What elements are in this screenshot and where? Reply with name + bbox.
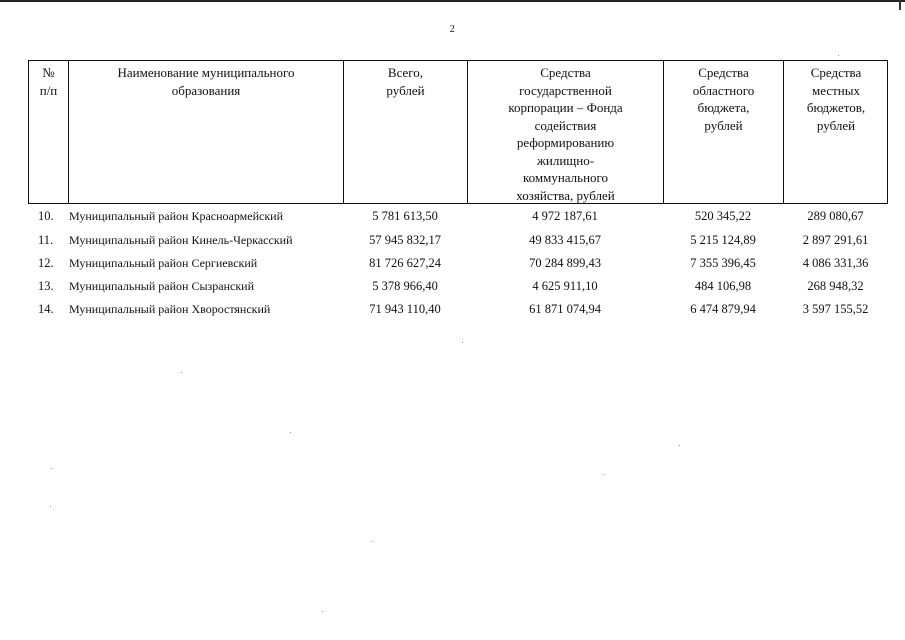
- regional-amount: 7 355 396,45: [690, 256, 756, 270]
- header-regional: Средства областного бюджета, рублей: [692, 65, 755, 133]
- scan-speck: [462, 342, 463, 343]
- fund-amount: 70 284 899,43: [529, 256, 601, 270]
- header-fund: Средства государственной корпорации – Фонда содействия реформированию жилищно- коммунального хозяйства, рублей: [508, 65, 623, 203]
- regional-amount: 484 106,98: [694, 279, 752, 293]
- fund-amount: 49 833 415,67: [529, 233, 601, 247]
- table-row: [0, 229, 905, 252]
- header-num: № п/п: [39, 65, 58, 98]
- municipality-name: Муниципальный район Сергиевский: [69, 256, 258, 270]
- scan-speck: [50, 506, 51, 507]
- page-number: 2: [449, 24, 456, 35]
- total-amount: 5 378 966,40: [372, 279, 438, 293]
- scan-speck: [181, 372, 182, 373]
- scan-speck: [322, 611, 323, 612]
- regional-amount: 5 215 124,89: [690, 233, 756, 247]
- table-row: [0, 205, 905, 228]
- municipality-name: Муниципальный район Красноармейский: [69, 209, 284, 223]
- municipality-name: Муниципальный район Кинель-Черкасский: [69, 233, 293, 247]
- table-row: [0, 252, 905, 275]
- local-amount: 268 948,32: [807, 279, 864, 293]
- row-number: 13.: [38, 279, 54, 293]
- fund-amount: 61 871 074,94: [529, 302, 601, 316]
- row-number: 14.: [38, 302, 54, 316]
- scan-speck: [679, 445, 680, 446]
- total-amount: 71 943 110,40: [369, 302, 441, 316]
- table-header: [28, 60, 888, 204]
- local-amount: 3 597 155,52: [802, 302, 869, 316]
- local-amount: 289 080,67: [807, 209, 864, 223]
- total-amount: 5 781 613,50: [372, 209, 438, 223]
- scan-top-edge: [0, 0, 905, 2]
- municipality-name: Муниципальный район Хворостянский: [69, 302, 271, 316]
- header-total: Всего, рублей: [386, 65, 425, 98]
- row-number: 12.: [38, 256, 54, 270]
- header-local: Средства местных бюджетов, рублей: [806, 65, 866, 133]
- row-number: 10.: [38, 209, 54, 223]
- scan-speck: [290, 432, 291, 433]
- local-amount: 2 897 291,61: [802, 233, 869, 247]
- scan-speck: [51, 468, 52, 469]
- row-number: 11.: [38, 233, 54, 247]
- regional-amount: 520 345,22: [694, 209, 752, 223]
- fund-amount: 4 625 911,10: [532, 279, 598, 293]
- total-amount: 57 945 832,17: [369, 233, 441, 247]
- scan-speck: [838, 55, 839, 56]
- scan-corner-mark: [899, 0, 901, 10]
- scan-speck: [372, 541, 373, 542]
- total-amount: 81 726 627,24: [369, 256, 441, 270]
- regional-amount: 6 474 879,94: [690, 302, 756, 316]
- table-row: [0, 275, 905, 298]
- header-name: Наименование муниципального образования: [117, 65, 295, 98]
- municipality-name: Муниципальный район Сызранский: [69, 279, 255, 293]
- local-amount: 4 086 331,36: [802, 256, 869, 270]
- fund-amount: 4 972 187,61: [532, 209, 598, 223]
- scan-speck: [603, 474, 604, 475]
- table-row: [0, 298, 905, 321]
